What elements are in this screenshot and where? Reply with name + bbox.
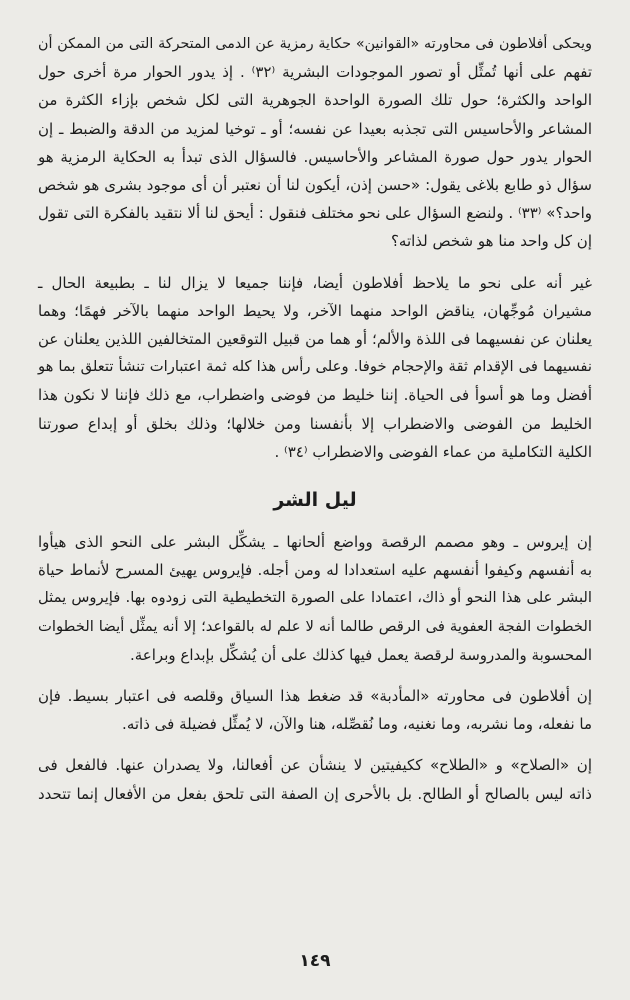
text-line: الحوار يدور حول صورة المشاعر والأحاسيس. فالسؤال الذى تبدأ به الحكاية الرمزية هو	[38, 147, 592, 166]
section-heading: ليل الشر	[273, 489, 357, 512]
body-text-section	[38, 528, 592, 808]
text-line: ويحكى أفلاطون فى محاورته «القوانين» حكاية رمزية عن الدمى المتحركة التى من الممكن أن	[38, 36, 592, 52]
body-text-top	[38, 30, 592, 466]
paragraph-5	[38, 751, 592, 807]
text-line: إن «الصلاح» و «الطلاح» ككيفيتين لا ينشأن عن أفعالنا، ولا يصدران عنها. فالفعل فى	[38, 756, 592, 775]
text-line: تفهم على أنها تُمثِّل أو تصور الموجودات البشرية ⁽٣٢⁾ . إذ يدور الحوار مرة أخرى حول	[38, 63, 593, 82]
text-line: يعلنان عن نفسيهما فى اللذة والألم؛ أو هما من قبيل التوقعين المتخالفين اللذين يعلنان عن	[38, 330, 592, 349]
text-line: البشر على هذا النحو أو ذاك، اعتمادا على الصورة التخطيطية التى زودوه بها. فإيروس يمثل	[38, 589, 592, 607]
page-number: ١٤٩	[299, 951, 331, 971]
text-line: أفضل وما هو أسوأ فى الحياة. إننا خليط من فوضى واضطراب، مع ذلك فإننا لا نكون هذا	[38, 386, 592, 405]
text-line: إن كل واحد منا هو شخص لذاته؟	[390, 232, 592, 251]
text-line: المشاعر والأحاسيس التى تجذبه بعيدا عن نفسه؛ أو ـ توخيا لمزيد من الدقة والضبط ـ إن	[38, 119, 592, 138]
text-line: ما نفعله، وما نشربه، وما نغنيه، وما نُقصِّله، هنا والآن، لا يُمثِّل فضيلة فى ذاته.	[122, 715, 592, 734]
text-line: إن إيروس ـ وهو مصمم الرقصة وواضع ألحانها ـ يشكِّل البشر على النحو الذى هيأوا	[38, 533, 592, 552]
text-line: نفسيهما فى الإقدام ثقة والإحجام خوفا. وعلى رأس هذا كله ثمة اعتبارات تنشأ تتعلق بما هو	[38, 358, 592, 376]
text-line: مشيران مُوجِّهان، يناقض الواحد منهما الآخر، ولا يحيط الواحد منهما بالآخر فهمًا؛ وهما	[38, 301, 592, 320]
text-line: الكلية التكاملية من عماء الفوضى والاضطراب ⁽٣٤⁾ .	[274, 442, 592, 461]
text-line: به أنفسهم وكيفوا أنفسهم عليه استعدادا له ومن أجله. فإيروس يهيئ المسرح لأنماط حياة	[38, 561, 592, 580]
paragraph-2	[38, 269, 592, 466]
paragraph-1	[38, 30, 592, 256]
text-line: الواحد والكثرة؛ حول تلك الصورة الواحدة الجوهرية التى لكل شخص بإزاء الكثرة من	[38, 91, 592, 110]
text-line: الخطوات الفجة العفوية فى الرقص طالما أنه لا علم له بالقواعد؛ إلا أنه يمثِّل أيضا الخطوات	[38, 617, 592, 635]
text-line: إن أفلاطون فى محاورته «المأدبة» قد ضغط هذا السياق وقلصه فى اعتبار بسيط. فإن	[38, 687, 592, 706]
text-line: واحد؟» ⁽٣٣⁾ . ولنضع السؤال على نحو مختلف فنقول : أيحق لنا ألا نتقيد بالفكرة التى تقول	[38, 204, 592, 223]
text-line: غير أنه على نحو ما يلاحظ أفلاطون أيضا، فإننا جميعا لا يزال لنا ـ بطبيعة الحال ـ	[38, 273, 592, 292]
text-line: سؤال ذو طابع بلاغى يقول: «حسن إذن، أيكون لنا أن نعتبر أن أى موجود بشرى هو شخص	[38, 176, 592, 195]
text-line: ذاته ليس بالصالح أو الطالح. بل بالأحرى إن الصفة التى تلحق بفعل من الأفعال إنما تتحدد	[38, 784, 592, 803]
text-line: الخليط من الفوضى والاضطراب إلا بأنفسنا ومن خلالها؛ وذلك بخلق أو إبداع صورتنا	[38, 414, 592, 433]
paragraph-3	[38, 528, 592, 669]
text-line: المحسوبة والمدروسة لرقصة يعمل فيها كذلك على أن يُشكِّل بإبداع وبراعة.	[130, 645, 592, 664]
paragraph-4	[38, 682, 592, 738]
